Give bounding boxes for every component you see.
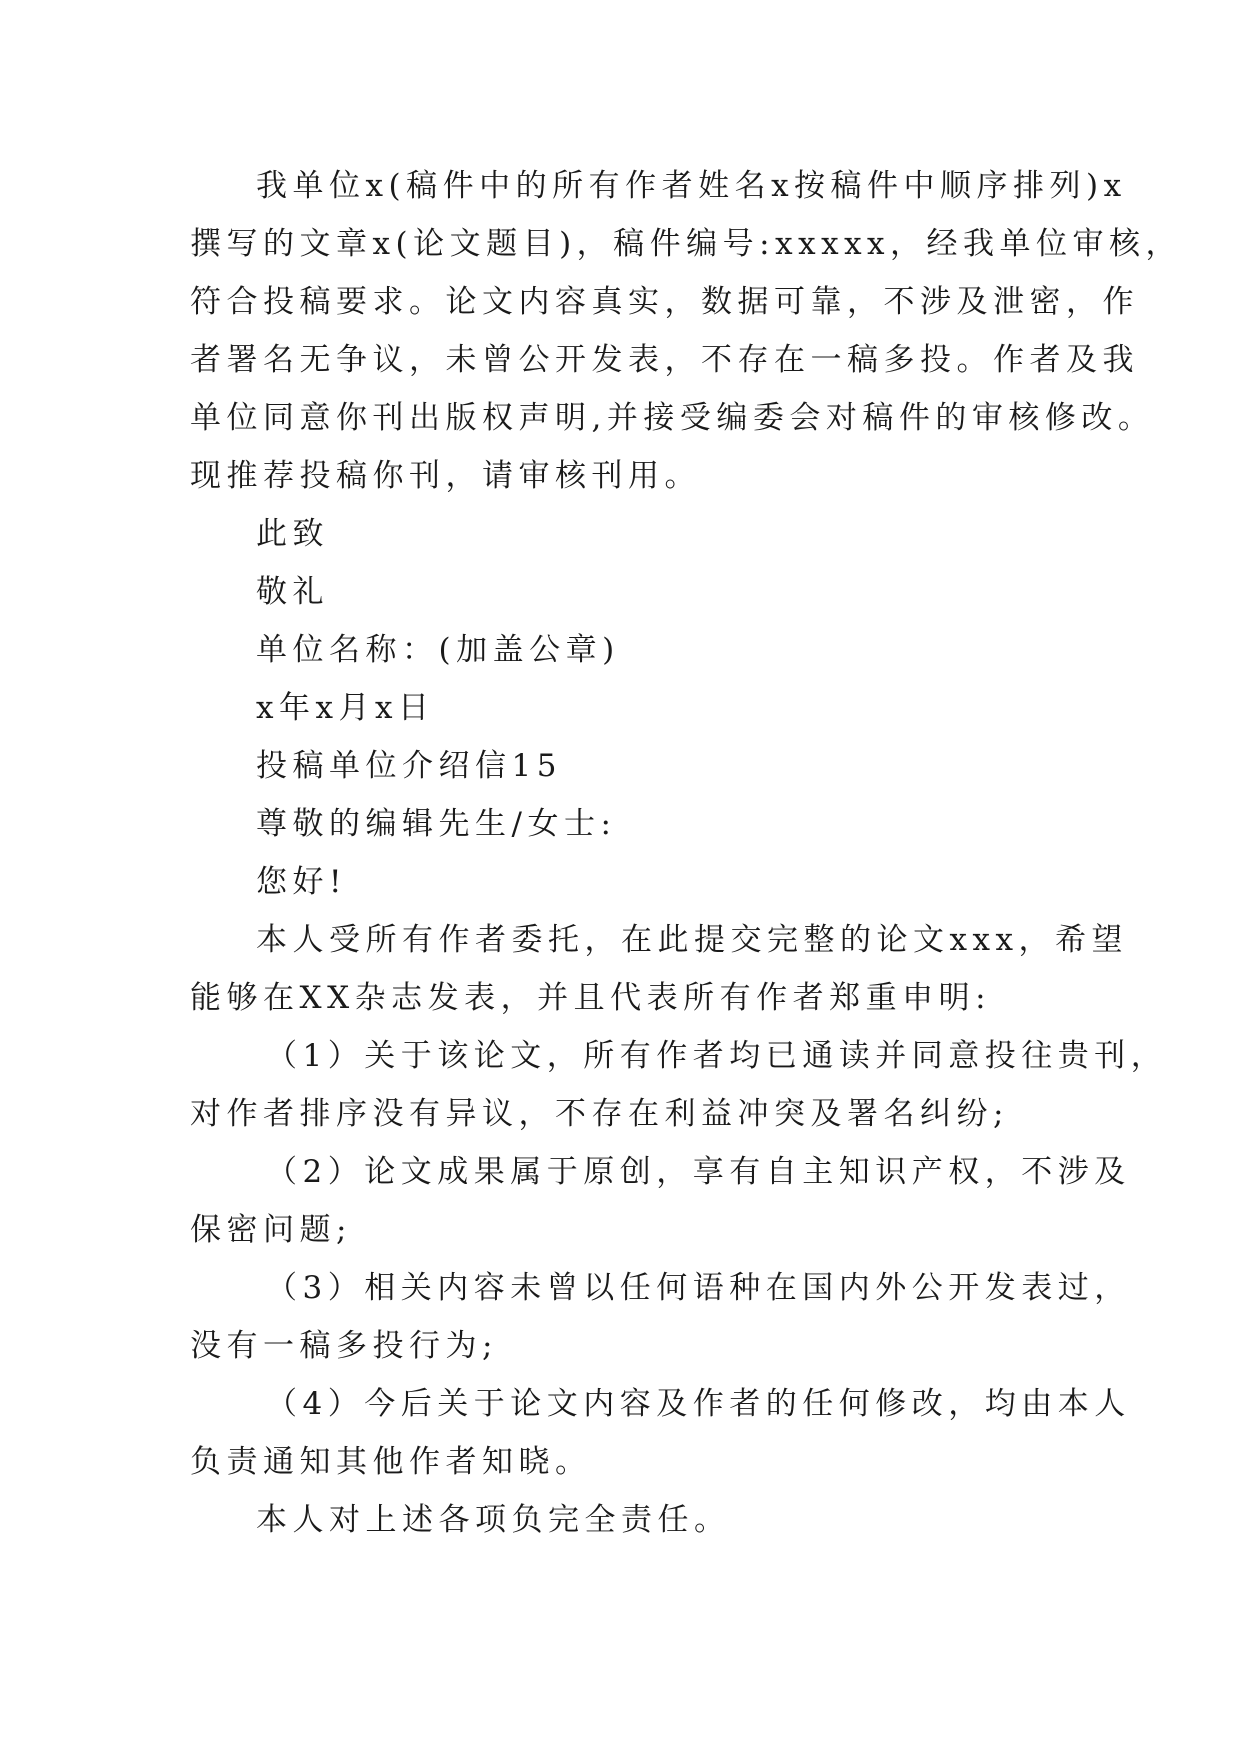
intro-line: 我单位x(稿件中的所有作者姓名x按稿件中顺序排列)x — [256, 168, 1127, 204]
declaration-line: （3）相关内容未曾以任何语种在国内外公开发表过， — [266, 1270, 1131, 1306]
declaration-line: （4）今后关于论文内容及作者的任何修改，均由本人 — [266, 1386, 1131, 1422]
intro-line: 符合投稿要求。论文内容真实，数据可靠，不涉及泄密，作 — [190, 284, 1139, 320]
declaration-item-4 — [190, 1375, 1131, 1491]
intro-line: 单位同意你刊出版权声明,并接受编委会对稿件的审核修改。 — [190, 400, 1155, 436]
intro-paragraph — [190, 157, 1183, 505]
letter-date: x年x月x日 — [256, 690, 435, 726]
declaration-item-2 — [190, 1143, 1131, 1259]
statement-line: 本人受所有作者委托，在此提交完整的论文xxx，希望 — [256, 922, 1128, 958]
declaration-line: （2）论文成果属于原创，享有自主知识产权，不涉及 — [266, 1154, 1131, 1190]
salutation: 尊敬的编辑先生/女士: — [256, 806, 617, 842]
statement-paragraph — [190, 911, 1128, 1027]
declaration-line: （1）关于该论文，所有作者均已通读并同意投往贵刊， — [266, 1038, 1168, 1074]
unit-name: 单位名称：(加盖公章) — [256, 632, 620, 668]
closing-phrase: 此致 — [256, 516, 329, 552]
letter-body — [190, 157, 1183, 1549]
intro-line: 现推荐投稿你刊，请审核刊用。 — [190, 458, 701, 494]
declaration-item-3 — [190, 1259, 1131, 1375]
declaration-line: 负责通知其他作者知晓。 — [190, 1444, 592, 1480]
final-statement: 本人对上述各项负完全责任。 — [256, 1502, 731, 1538]
letter-heading: 投稿单位介绍信15 — [256, 748, 562, 784]
greeting: 您好! — [256, 864, 347, 900]
statement-line: 能够在XX杂志发表，并且代表所有作者郑重申明: — [190, 980, 992, 1016]
declaration-line: 对作者排序没有异议，不存在利益冲突及署名纠纷; — [190, 1096, 1009, 1132]
intro-line: 者署名无争议，未曾公开发表，不存在一稿多投。作者及我 — [190, 342, 1139, 378]
closing-salute: 敬礼 — [256, 574, 329, 610]
declaration-line: 保密问题; — [190, 1212, 352, 1248]
intro-line: 撰写的文章x(论文题目)，稿件编号:xxxxx，经我单位审核， — [190, 226, 1183, 262]
declaration-item-1 — [190, 1027, 1168, 1143]
declaration-line: 没有一稿多投行为; — [190, 1328, 498, 1364]
